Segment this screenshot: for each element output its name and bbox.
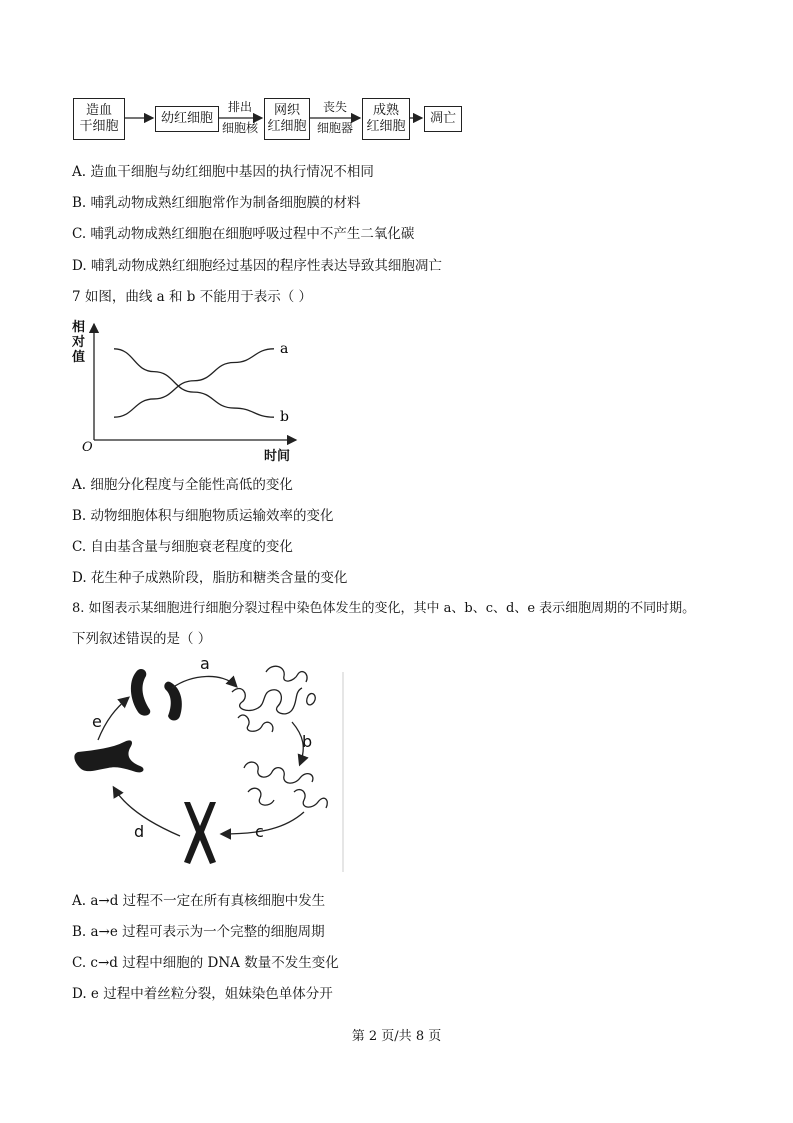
q6-option-d: D. 哺乳动物成熟红细胞经过基因的程序性表达导致其细胞凋亡 <box>72 258 442 274</box>
flow-arrows <box>0 0 793 160</box>
q8-option-d: D. e 过程中着丝粒分裂，姐妹染色单体分开 <box>72 986 333 1002</box>
q7-option-c: C. 自由基含量与细胞衰老程度的变化 <box>72 539 293 555</box>
q6-option-c: C. 哺乳动物成熟红细胞在细胞呼吸过程中不产生二氧化碳 <box>72 226 415 242</box>
chromosome-d-stage-icon <box>74 740 143 772</box>
q8-option-c: C. c→d 过程中细胞的 DNA 数量不发生变化 <box>72 955 339 971</box>
q7-option-d: D. 花生种子成熟阶段，脂肪和糖类含量的变化 <box>72 570 348 586</box>
arrow-d <box>114 788 180 836</box>
flow-node-text: 造血 <box>85 103 112 118</box>
q7-option-b: B. 动物细胞体积与细胞物质运输效率的变化 <box>72 508 334 524</box>
curve-b <box>114 349 274 417</box>
origin-label: O <box>82 440 93 455</box>
q8-option-a: A. a→d 过程不一定在所有真核细胞中发生 <box>72 893 326 909</box>
cycle-label-c: c <box>255 822 264 841</box>
q7-chart <box>70 318 310 468</box>
cell-cycle-svg <box>72 652 348 877</box>
q6-option-a: A. 造血干细胞与幼红细胞中基因的执行情况不相同 <box>72 164 374 180</box>
flow-node-text: 凋亡 <box>429 111 456 126</box>
flow-node-text: 网织 <box>273 103 300 118</box>
page-footer: 第 2 页/共 8 页 <box>351 1029 442 1044</box>
cell-cycle-diagram <box>72 652 348 877</box>
cycle-label-b: b <box>302 732 313 751</box>
chromosome-c-stage-icon <box>184 802 216 864</box>
curve-a <box>114 349 274 417</box>
cycle-label-e: e <box>92 712 102 731</box>
q8-stem-line1: 8. 如图表示某细胞进行细胞分裂过程中染色体发生的变化，其中 a、b、c、d、e 表示细胞周期的不同时期。 <box>72 601 696 616</box>
q7-stem: 7 如图，曲线 a 和 b 不能用于表示（ ） <box>72 289 313 305</box>
curve-label-a: a <box>280 340 289 357</box>
y-axis-label: 相对值 <box>72 320 86 365</box>
q8-option-b: B. a→e 过程可表示为一个完整的细胞周期 <box>72 924 325 940</box>
flow-node-text: 红细胞 <box>366 119 406 134</box>
chromatin-a-stage-icon <box>232 666 315 732</box>
flow-edge-label: 细胞核 <box>221 121 258 135</box>
arrow-a <box>172 676 236 688</box>
flow-edge-label: 排出 <box>227 100 252 114</box>
flow-node-text: 红细胞 <box>267 119 307 134</box>
q7-option-a: A. 细胞分化程度与全能性高低的变化 <box>72 477 293 493</box>
flow-node-text: 干细胞 <box>79 119 119 134</box>
cycle-label-a: a <box>200 654 210 673</box>
cycle-label-d: d <box>134 822 145 841</box>
arrow-e <box>98 698 128 740</box>
flow-edge-label: 丧失 <box>322 100 347 114</box>
q6-option-b: B. 哺乳动物成熟红细胞常作为制备细胞膜的材料 <box>72 195 361 211</box>
flow-edge-label: 细胞器 <box>316 121 353 135</box>
q8-stem-line2: 下列叙述错误的是（ ） <box>72 631 212 647</box>
chromosome-e-stage-icon <box>131 669 182 720</box>
flow-node-text: 成熟 <box>372 103 399 118</box>
curve-label-b: b <box>280 409 289 426</box>
flow-node-text: 幼红细胞 <box>160 111 213 126</box>
chromatin-b-stage-icon <box>244 762 327 808</box>
x-axis-label: 时间 <box>264 449 291 464</box>
